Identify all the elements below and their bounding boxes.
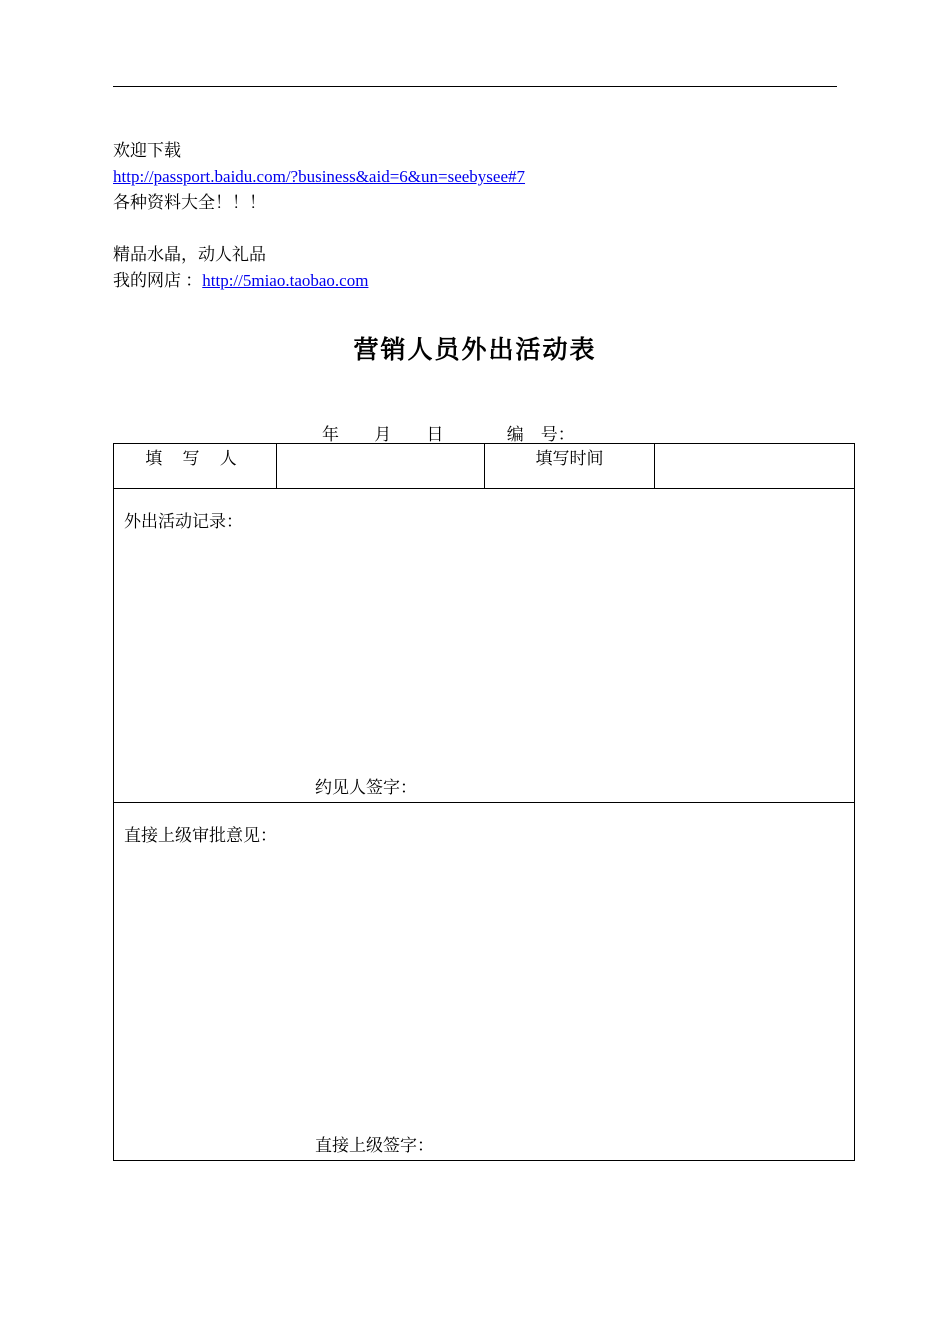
month-label: 月 xyxy=(374,425,392,444)
tagline-text: 各种资料大全！！！ xyxy=(113,193,266,212)
number-label: 编 号： xyxy=(506,425,575,444)
shop-link[interactable]: http://5miao.taobao.com xyxy=(202,271,369,290)
date-number-row xyxy=(322,420,575,445)
approval-cell[interactable] xyxy=(114,803,855,1161)
day-label: 日 xyxy=(426,425,444,444)
intro-block xyxy=(113,138,525,294)
approval-label: 直接上级审批意见： xyxy=(124,826,277,845)
appointee-sign-label: 约见人签字： xyxy=(315,778,417,797)
activity-record-label: 外出活动记录： xyxy=(124,512,243,531)
fill-time-field[interactable] xyxy=(655,444,855,489)
page-title: 营销人员外出活动表 xyxy=(353,335,597,364)
promo-text: 精品水晶，动人礼品 xyxy=(113,245,266,264)
welcome-text: 欢迎下载 xyxy=(113,141,181,160)
writer-field[interactable] xyxy=(277,444,485,489)
baidu-link[interactable]: http://passport.baidu.com/?business&aid=6&un=seebysee#7 xyxy=(113,167,526,186)
activity-record-cell[interactable] xyxy=(114,489,855,803)
shop-label: 我的网店 ： xyxy=(113,271,203,290)
activity-form-table xyxy=(113,443,855,1161)
year-label: 年 xyxy=(322,425,339,444)
header-rule xyxy=(113,86,837,87)
supervisor-sign-label: 直接上级签字： xyxy=(315,1136,434,1155)
writer-label: 填 写 人 xyxy=(114,444,277,489)
fill-time-label: 填写时间 xyxy=(485,444,655,489)
